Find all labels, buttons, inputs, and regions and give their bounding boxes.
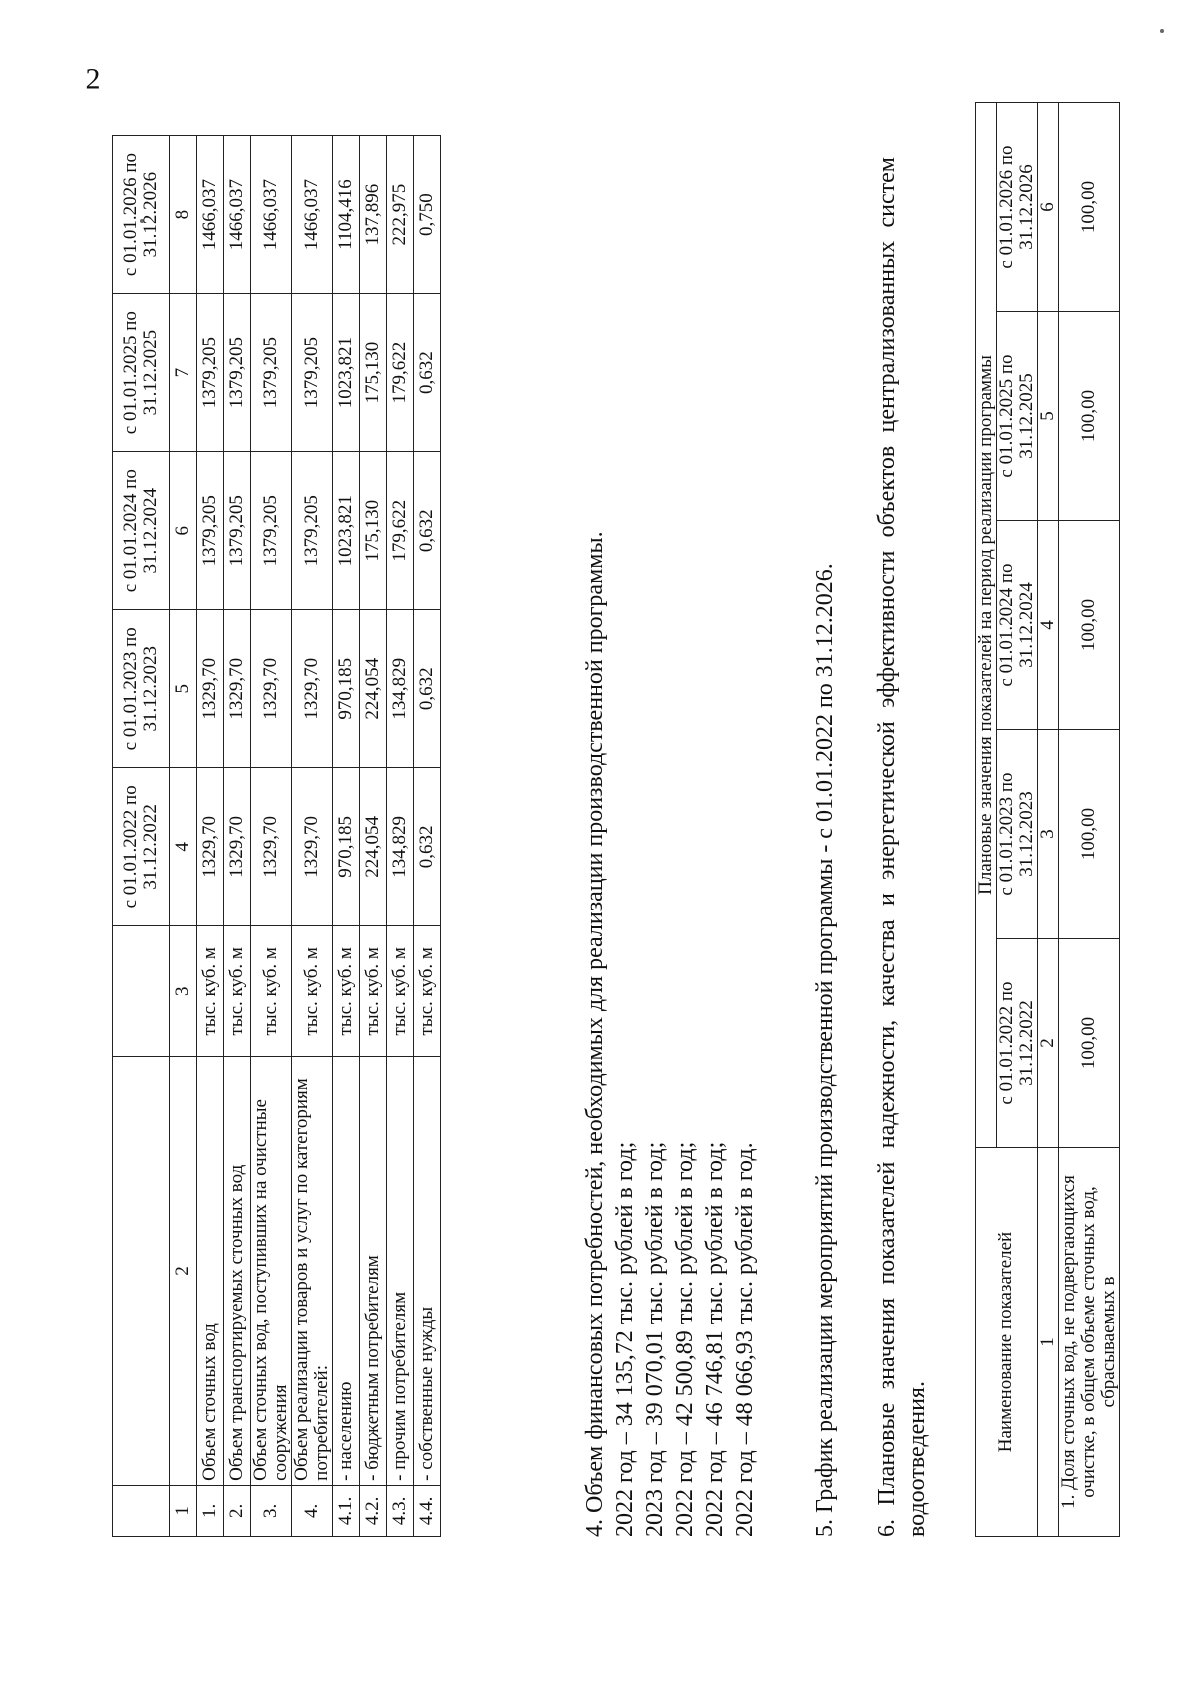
table-cell: 1466,037: [291, 136, 332, 294]
table-cell: 1329,70: [197, 610, 224, 768]
table-cell: Объем сточных вод, поступивших на очистные сооружения: [251, 1057, 292, 1486]
table-cell: тыс. куб. м: [332, 926, 359, 1057]
indicators-table: [975, 102, 1120, 1537]
finance-line: 2022 год – 42 500,89 тыс. рублей в год;: [672, 1141, 698, 1537]
section6-paragraph: 6. Плановые значения показателей надежности, качества и энергетической эффективности объектов централизованных систем водоотведения.: [874, 157, 930, 1537]
table-cell: 1.: [197, 1485, 224, 1536]
table-cell: 1329,70: [224, 768, 251, 926]
table-cell: 3.: [251, 1485, 292, 1536]
scan-speck: [1160, 29, 1164, 33]
table-cell: 179,622: [386, 452, 413, 610]
t2-period-header: с 01.01.2023 по 31.12.2023: [996, 730, 1037, 939]
t2-period-header: с 01.01.2024 по 31.12.2024: [996, 521, 1037, 730]
table-cell: - собственные нужды: [413, 1057, 440, 1486]
t2-period-header: с 01.01.2026 по 31.12.2026: [996, 103, 1037, 312]
table-cell: 2.: [224, 1485, 251, 1536]
table-cell: с 01.01.2023 по 31.12.2023: [113, 610, 170, 768]
t2-row1-value: 100,00: [1058, 939, 1119, 1148]
table-cell: тыс. куб. м: [386, 926, 413, 1057]
table-cell: 4.3.: [386, 1485, 413, 1536]
table-cell: 1379,205: [291, 294, 332, 452]
table-header-row: [113, 136, 170, 1537]
t2-col-number: 3: [1037, 730, 1058, 939]
t2-row1-value: 100,00: [1058, 312, 1119, 521]
table-cell: с 01.01.2024 по 31.12.2024: [113, 452, 170, 610]
table-cell: 4: [170, 768, 197, 926]
table-cell: с 01.01.2025 по 31.12.2025: [113, 294, 170, 452]
table-cell: 3: [170, 926, 197, 1057]
finance-line: 2022 год – 46 746,81 тыс. рублей в год;: [702, 1141, 728, 1537]
table-cell: 1466,037: [197, 136, 224, 294]
table-cell: 1379,205: [224, 294, 251, 452]
table-cell: 0,632: [413, 452, 440, 610]
table-row: [224, 136, 251, 1537]
table-cell: - населению: [332, 1057, 359, 1486]
t2-group-header: Плановые значения показателей на период реализации программы: [976, 103, 997, 1148]
finance-section: [580, 237, 760, 1537]
production-volume-table: [112, 135, 441, 1537]
t2-period-header: с 01.01.2022 по 31.12.2022: [996, 939, 1037, 1148]
table-number-row: [170, 136, 197, 1537]
table-cell: 8: [170, 136, 197, 294]
table-cell: 1379,205: [224, 452, 251, 610]
table-cell: 0,632: [413, 768, 440, 926]
table-cell: 1329,70: [197, 768, 224, 926]
table-cell: с 01.01.2022 по 31.12.2022: [113, 768, 170, 926]
table-cell: 2: [170, 1057, 197, 1486]
table-cell: тыс. куб. м: [197, 926, 224, 1057]
table-cell: тыс. куб. м: [291, 926, 332, 1057]
table-row: [332, 136, 359, 1537]
table-cell: Объем транспортируемых сточных вод: [224, 1057, 251, 1486]
table-cell: [113, 1057, 170, 1486]
table-cell: 6: [170, 452, 197, 610]
t2-row1-value: 100,00: [1058, 521, 1119, 730]
t2-col-number: 5: [1037, 312, 1058, 521]
table-cell: 222,975: [386, 136, 413, 294]
table-row: [413, 136, 440, 1537]
table-cell: 1023,821: [332, 452, 359, 610]
table-cell: 4.4.: [413, 1485, 440, 1536]
table-cell: [113, 926, 170, 1057]
t2-name-header: Наименование показателей: [976, 1148, 1038, 1537]
table-cell: 1104,416: [332, 136, 359, 294]
table-cell: 4.: [291, 1485, 332, 1536]
table-cell: 7: [170, 294, 197, 452]
table-cell: 175,130: [359, 294, 386, 452]
t2-row1-name: 1. Доля сточных вод, не подвергающихся очистке, в общем объеме сточных вод, сбрасываемых в: [1058, 1148, 1119, 1537]
finance-line: 2022 год – 34 135,72 тыс. рублей в год;: [612, 1141, 638, 1537]
table-cell: 4.1.: [332, 1485, 359, 1536]
table-cell: 1329,70: [251, 768, 292, 926]
table-cell: 5: [170, 610, 197, 768]
table-cell: 134,829: [386, 610, 413, 768]
finance-heading: 4. Объем финансовых потребностей, необходимых для реализации производственной программы.: [582, 531, 608, 1537]
table-cell: - прочим потребителям: [386, 1057, 413, 1486]
table-cell: 970,185: [332, 768, 359, 926]
table-cell: тыс. куб. м: [224, 926, 251, 1057]
table-cell: 224,054: [359, 768, 386, 926]
table-cell: 0,750: [413, 136, 440, 294]
table-cell: 137,896: [359, 136, 386, 294]
table-cell: 1023,821: [332, 294, 359, 452]
table-cell: 1329,70: [291, 610, 332, 768]
t2-period-header: с 01.01.2025 по 31.12.2025: [996, 312, 1037, 521]
finance-line: 2022 год – 48 066,93 тыс. рублей в год.: [732, 1142, 758, 1537]
table-cell: тыс. куб. м: [251, 926, 292, 1057]
table-cell: Объем сточных вод: [197, 1057, 224, 1486]
table-cell: 179,622: [386, 294, 413, 452]
t2-row1-value: 100,00: [1058, 103, 1119, 312]
finance-line: 2023 год – 39 070,01 тыс. рублей в год;: [642, 1141, 668, 1537]
t2-col-number: 1: [1037, 1148, 1058, 1537]
table-cell: 1329,70: [291, 768, 332, 926]
table-row: [386, 136, 413, 1537]
table-cell: 175,130: [359, 452, 386, 610]
table-cell: тыс. куб. м: [413, 926, 440, 1057]
table-cell: 0,632: [413, 610, 440, 768]
table-cell: 1: [170, 1485, 197, 1536]
table-row: [359, 136, 386, 1537]
page-number: 2: [85, 62, 101, 96]
table-cell: 134,829: [386, 768, 413, 926]
table-cell: 0,632: [413, 294, 440, 452]
table-cell: 1379,205: [197, 452, 224, 610]
table-cell: 1379,205: [251, 452, 292, 610]
table-cell: 1379,205: [251, 294, 292, 452]
table-row: [251, 136, 292, 1537]
table-cell: 1466,037: [251, 136, 292, 294]
schedule-paragraph: 5. График реализации мероприятий производственной программы - с 01.01.2022 по 31.12.2026.: [812, 563, 838, 1537]
table-cell: с 01.01.2026 по 31.12.2026: [113, 136, 170, 294]
table-cell: 1329,70: [251, 610, 292, 768]
table-cell: 1329,70: [224, 610, 251, 768]
table-cell: 224,054: [359, 610, 386, 768]
table-row: [291, 136, 332, 1537]
t2-row1-value: 100,00: [1058, 730, 1119, 939]
table-cell: [113, 1485, 170, 1536]
t2-col-number: 6: [1037, 103, 1058, 312]
table-cell: 970,185: [332, 610, 359, 768]
t2-col-number: 4: [1037, 521, 1058, 730]
table-cell: 1379,205: [291, 452, 332, 610]
t2-col-number: 2: [1037, 939, 1058, 1148]
table-row: [197, 136, 224, 1537]
table-cell: тыс. куб. м: [359, 926, 386, 1057]
table-cell: 4.2.: [359, 1485, 386, 1536]
table-cell: - бюджетным потребителям: [359, 1057, 386, 1486]
table-cell: 1466,037: [224, 136, 251, 294]
table-cell: Объем реализации товаров и услуг по категориям потребителей:: [291, 1057, 332, 1486]
table-cell: 1379,205: [197, 294, 224, 452]
